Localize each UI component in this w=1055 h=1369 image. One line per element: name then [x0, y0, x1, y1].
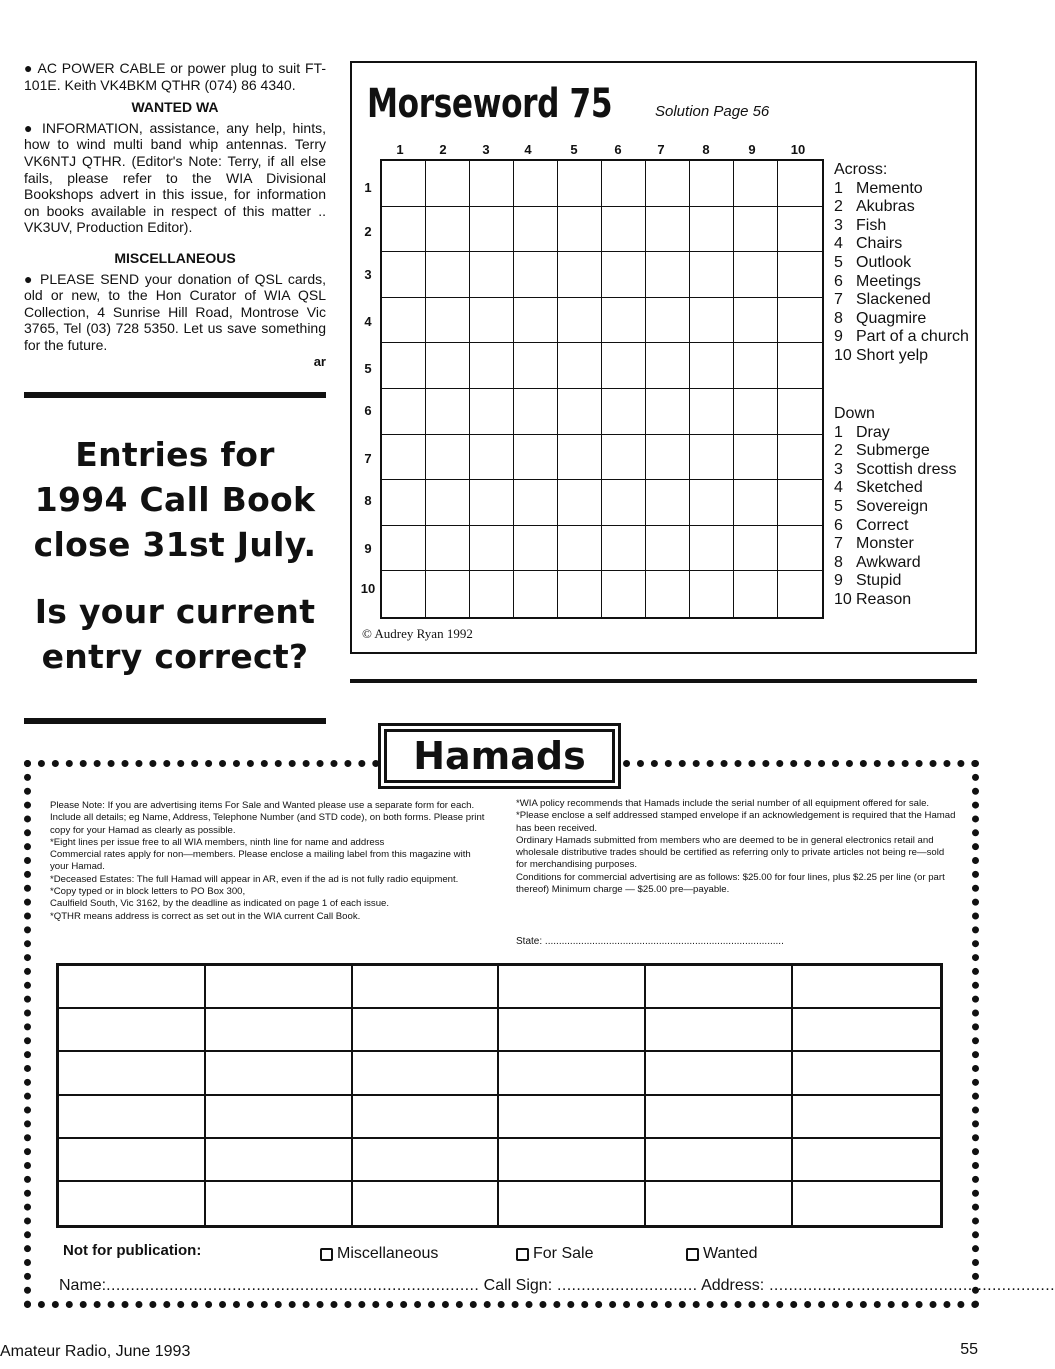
hamads-title-box [378, 723, 621, 789]
hamad-entry-cell[interactable] [206, 1052, 353, 1095]
crossword-cell[interactable] [602, 571, 646, 617]
crossword-cell[interactable] [734, 571, 778, 617]
clue-text: Part of a church [856, 328, 969, 346]
hamads-note: Ordinary Hamads submitted from members who are deemed to be in general electronics retail and wholesale distributive trades should be certified as referring only to private articles not being re—sold for merchandising purposes. [516, 834, 945, 871]
hamad-entry-cell[interactable] [206, 1009, 353, 1052]
crossword-cell[interactable] [646, 571, 690, 617]
option-for-sale-label: For Sale [533, 1245, 594, 1262]
crossword-cell[interactable] [426, 252, 470, 298]
clue-text: Outlook [856, 253, 912, 271]
crossword-cell[interactable] [690, 389, 734, 435]
crossword-cell[interactable] [470, 161, 514, 207]
crossword-cell[interactable] [514, 343, 558, 389]
callbook-line-1: Entries for [75, 435, 275, 474]
crossword-cell[interactable] [426, 298, 470, 344]
solution-page: Solution Page 56 [655, 103, 770, 120]
state-label: State: [516, 936, 543, 947]
clue-number: 7 [834, 535, 843, 553]
clue-text: Dray [856, 423, 890, 441]
hamads-note: Caulfield South, Vic 3162, by the deadline as indicated on page 1 of each issue. [50, 898, 390, 910]
hamad-entry-cell[interactable] [59, 1182, 206, 1225]
crossword-cell[interactable] [470, 435, 514, 481]
down-clue [834, 572, 976, 591]
crossword-cell[interactable] [470, 389, 514, 435]
address-field[interactable]: Address: ........................................................... [701, 1277, 1055, 1294]
crossword-cell[interactable] [602, 298, 646, 344]
crossword-cell[interactable] [470, 480, 514, 526]
footer-page-number: 55 [960, 1341, 978, 1358]
across-clue [834, 310, 976, 329]
callbook-line-2: 1994 Call Book [34, 480, 316, 519]
crossword-cell[interactable] [558, 207, 602, 253]
down-clue [834, 591, 976, 610]
callbook-line-4: Is your current [34, 592, 316, 631]
hamad-entry-cell[interactable] [353, 1182, 500, 1225]
crossword-cell[interactable] [514, 252, 558, 298]
callbook-line-3: close 31st July. [33, 525, 317, 564]
hamad-entry-cell[interactable] [353, 1052, 500, 1095]
across-clue [834, 347, 976, 366]
hamad-entry-cell[interactable] [353, 1009, 500, 1052]
crossword-cell[interactable] [734, 252, 778, 298]
crossword-cell[interactable] [514, 480, 558, 526]
across-heading: Across: [834, 161, 888, 178]
clue-text: Chairs [856, 235, 903, 253]
crossword-cell[interactable] [734, 343, 778, 389]
across-clue [834, 217, 976, 236]
crossword-cell[interactable] [382, 480, 426, 526]
clue-text: Sketched [856, 479, 923, 497]
row-number: 9 [364, 541, 372, 556]
hamad-entry-cell[interactable] [646, 966, 793, 1009]
column-number: 8 [702, 142, 710, 157]
crossword-cell[interactable] [426, 435, 470, 481]
crossword-cell[interactable] [646, 207, 690, 253]
checkbox-icon[interactable] [320, 1248, 333, 1261]
clue-text: Akubras [856, 198, 915, 216]
crossword-cell[interactable] [602, 526, 646, 572]
hamad-entry-cell[interactable] [646, 1139, 793, 1182]
clue-number: 4 [834, 479, 843, 497]
hamad-entry-cell[interactable] [353, 1139, 500, 1182]
crossword-cell[interactable] [558, 389, 602, 435]
name-label: Name: [59, 1277, 107, 1294]
crossword-cell[interactable] [690, 480, 734, 526]
hamads-note: *Please enclose a self addressed stamped envelope if an acknowledgement is required that the Hamad has been received. [516, 810, 956, 834]
clue-number: 6 [834, 272, 843, 290]
clue-number: 8 [834, 309, 843, 327]
column-number: 3 [482, 142, 490, 157]
hamads-note: Please Note: If you are advertising items For Sale and Wanted please use a separate form for each. Include all details; eg Name, Address, Telephone Number (and STD code), on both forms. Please print copy for your Hamad as clearly as possible. [50, 800, 485, 836]
crossword-cell[interactable] [382, 252, 426, 298]
hamad-entry-cell[interactable] [499, 1009, 646, 1052]
hamad-entry-cell[interactable] [499, 1182, 646, 1225]
crossword-cell[interactable] [734, 480, 778, 526]
crossword-cell[interactable] [558, 435, 602, 481]
hamad-entry-cell[interactable] [646, 1096, 793, 1139]
crossword-cell[interactable] [514, 435, 558, 481]
crossword-cell[interactable] [690, 435, 734, 481]
crossword-cell[interactable] [470, 571, 514, 617]
column-number: 9 [748, 142, 756, 157]
morseword-box [350, 61, 977, 654]
clue-text: Reason [856, 590, 912, 608]
crossword-cell[interactable] [558, 161, 602, 207]
callsign-label: Call Sign: [483, 1277, 553, 1294]
heading-miscellaneous: MISCELLANEOUS [114, 249, 236, 266]
hamad-entry-cell[interactable] [499, 1096, 646, 1139]
crossword-cell[interactable] [382, 161, 426, 207]
column-number: 2 [439, 142, 447, 157]
clue-text: Short yelp [856, 346, 929, 364]
row-number: 1 [364, 180, 372, 195]
option-miscellaneous[interactable] [320, 1245, 438, 1263]
down-clue [834, 461, 976, 480]
column-number: 5 [570, 142, 578, 157]
hamad-entry-cell[interactable] [793, 1009, 940, 1052]
hamad-entry-cell[interactable] [793, 1139, 940, 1182]
clue-number: 4 [834, 235, 843, 253]
hamad-entry-cell[interactable] [206, 966, 353, 1009]
crossword-cell[interactable] [778, 480, 822, 526]
crossword-cell[interactable] [646, 298, 690, 344]
clue-text: Monster [856, 535, 914, 553]
hamad-entry-grid[interactable] [56, 963, 943, 1228]
crossword-cell[interactable] [734, 389, 778, 435]
column-number: 7 [657, 142, 665, 157]
across-clue [834, 291, 976, 310]
name-field[interactable]: Name:............................................................................. [59, 1277, 480, 1294]
crossword-cell[interactable] [558, 571, 602, 617]
clue-number: 1 [834, 179, 843, 197]
crossword-cell[interactable] [690, 252, 734, 298]
crossword-cell[interactable] [426, 161, 470, 207]
crossword-cell[interactable] [470, 252, 514, 298]
crossword-cell[interactable] [602, 207, 646, 253]
crossword-cell[interactable] [734, 161, 778, 207]
clue-number: 5 [834, 497, 843, 515]
crossword-cell[interactable] [602, 480, 646, 526]
across-clue [834, 328, 976, 347]
crossword-cell[interactable] [778, 161, 822, 207]
crossword-cell[interactable] [514, 161, 558, 207]
state-field[interactable]: State: ...................................................................................... [516, 936, 784, 947]
down-list [834, 424, 976, 610]
crossword-cell[interactable] [514, 207, 558, 253]
clue-text: Sovereign [856, 497, 929, 515]
column-number: 6 [614, 142, 622, 157]
crossword-cell[interactable] [734, 207, 778, 253]
hamads-note: Commercial rates apply for non—members. Please enclose a mailing label from this magazine with your Hamad. [50, 849, 471, 873]
crossword-cell[interactable] [778, 435, 822, 481]
crossword-cell[interactable] [470, 207, 514, 253]
hamad-entry-cell[interactable] [499, 1139, 646, 1182]
crossword-cell[interactable] [690, 207, 734, 253]
divider-top [24, 392, 326, 398]
crossword-cell[interactable] [778, 207, 822, 253]
hamad-entry-cell[interactable] [499, 1052, 646, 1095]
hamad-entry-cell[interactable] [206, 1139, 353, 1182]
crossword-cell[interactable] [558, 252, 602, 298]
hamad-entry-cell[interactable] [353, 966, 500, 1009]
hamads-note: *WIA policy recommends that Hamads include the serial number of all equipment offered for sale. [516, 798, 930, 809]
crossword-cell[interactable] [778, 343, 822, 389]
down-clue [834, 498, 976, 517]
crossword-cell[interactable] [514, 389, 558, 435]
hamads-note: *Copy typed or in block letters to PO Box 300, [50, 886, 246, 898]
across-clues [834, 161, 976, 366]
crossword-cell[interactable] [558, 298, 602, 344]
crossword-cell[interactable] [778, 252, 822, 298]
crossword-cell[interactable] [690, 571, 734, 617]
crossword-cell[interactable] [558, 526, 602, 572]
down-clue [834, 535, 976, 554]
clue-number: 9 [834, 572, 843, 590]
clue-number: 9 [834, 328, 843, 346]
classified-information: ● INFORMATION, assistance, any help, hints, how to wind multi band whip antennas. Terry VK6NTJ QTHR. (Editor's Note: Terry, if all else fails, please refer to the WIA Divisional Bookshops advert in this issue, for information on books available in respect of this matter .. VK3UV, Production Editor). [24, 119, 326, 236]
option-for-sale[interactable] [516, 1245, 593, 1263]
column-number: 1 [396, 142, 404, 157]
row-number: 7 [364, 451, 372, 466]
hamad-entry-cell[interactable] [206, 1182, 353, 1225]
callsign-field[interactable]: Call Sign: ............................. [483, 1277, 698, 1294]
crossword-cell[interactable] [646, 161, 690, 207]
crossword-cell[interactable] [690, 343, 734, 389]
hamad-entry-cell[interactable] [59, 1139, 206, 1182]
column-number: 10 [790, 142, 806, 157]
hamad-entry-cell[interactable] [59, 1052, 206, 1095]
crossword-grid [380, 159, 824, 619]
crossword-cell[interactable] [426, 207, 470, 253]
footer-publication: Amateur Radio, June 1993 [0, 1343, 191, 1360]
crossword-cell[interactable] [426, 480, 470, 526]
clue-number: 6 [834, 516, 843, 534]
hamad-entry-cell[interactable] [59, 1009, 206, 1052]
classifieds-column [24, 60, 326, 370]
down-clue [834, 479, 976, 498]
crossword-cell[interactable] [382, 435, 426, 481]
row-number: 2 [364, 224, 372, 239]
clue-number: 3 [834, 460, 843, 478]
row-number: 5 [364, 361, 372, 376]
clue-text: Memento [856, 179, 923, 197]
clue-text: Awkward [856, 553, 921, 571]
crossword-cell[interactable] [734, 526, 778, 572]
crossword-cell[interactable] [470, 343, 514, 389]
not-for-publication-label: Not for publication: [63, 1242, 202, 1259]
row-number: 3 [364, 267, 372, 282]
crossword-cell[interactable] [602, 389, 646, 435]
crossword-cell[interactable] [690, 298, 734, 344]
row-number: 4 [364, 314, 372, 329]
classified-qsl-cards: ● PLEASE SEND your donation of QSL cards, old or new, to the Hon Curator of WIA QSL Collection, 4 Sunrise Hill Road, Montrose Vic 3765, Tel (03) 728 5350. Let us save something for the future. [24, 270, 326, 353]
clue-text: Meetings [856, 272, 921, 290]
crossword-cell[interactable] [426, 389, 470, 435]
clue-text: Submerge [856, 442, 930, 460]
crossword-cell[interactable] [382, 389, 426, 435]
hamad-entry-cell[interactable] [59, 966, 206, 1009]
down-clue [834, 424, 976, 443]
crossword-cell[interactable] [382, 343, 426, 389]
column-number: 4 [524, 142, 532, 157]
crossword-cell[interactable] [558, 343, 602, 389]
signoff-ar: ar [313, 353, 326, 369]
across-clue [834, 273, 976, 292]
option-wanted[interactable] [686, 1245, 758, 1263]
across-clue [834, 235, 976, 254]
hamads-title: Hamads [384, 729, 615, 783]
divider-right-bottom [350, 679, 977, 683]
down-clues [834, 405, 976, 610]
down-clue [834, 517, 976, 536]
clue-number: 1 [834, 423, 843, 441]
heading-wanted-wa: WANTED WA [131, 99, 219, 116]
crossword-cell[interactable] [558, 480, 602, 526]
clue-number: 3 [834, 216, 843, 234]
crossword-cell[interactable] [426, 343, 470, 389]
crossword-cell[interactable] [426, 526, 470, 572]
checkbox-icon[interactable] [686, 1248, 699, 1261]
crossword-cell[interactable] [646, 480, 690, 526]
crossword-cell[interactable] [778, 389, 822, 435]
crossword-cell[interactable] [646, 343, 690, 389]
clue-number: 5 [834, 253, 843, 271]
crossword-cell[interactable] [602, 252, 646, 298]
hamad-entry-cell[interactable] [206, 1096, 353, 1139]
hamad-entry-cell[interactable] [646, 1009, 793, 1052]
clue-number: 10 [834, 590, 852, 608]
crossword-cell[interactable] [778, 526, 822, 572]
across-clue [834, 180, 976, 199]
clue-text: Slackened [856, 291, 931, 309]
crossword-cell[interactable] [382, 571, 426, 617]
crossword-cell[interactable] [602, 161, 646, 207]
across-clue [834, 198, 976, 217]
crossword-cell[interactable] [470, 298, 514, 344]
classified-ac-power-cable: ● AC POWER CABLE or power plug to suit FT-101E. Keith VK4BKM QTHR (074) 86 4340. [24, 60, 326, 93]
hamad-entry-cell[interactable] [499, 966, 646, 1009]
hamad-entry-cell[interactable] [646, 1052, 793, 1095]
crossword-cell[interactable] [602, 343, 646, 389]
crossword-cell[interactable] [382, 298, 426, 344]
row-number: 8 [364, 493, 372, 508]
hamad-entry-cell[interactable] [59, 1096, 206, 1139]
clue-text: Correct [856, 516, 909, 534]
clue-number: 2 [834, 198, 843, 216]
clue-text: Stupid [856, 572, 902, 590]
crossword-cell[interactable] [734, 298, 778, 344]
crossword-cell[interactable] [690, 161, 734, 207]
crossword-cell[interactable] [382, 526, 426, 572]
clue-number: 2 [834, 442, 843, 460]
hamad-entry-cell[interactable] [353, 1096, 500, 1139]
hamad-entry-cell[interactable] [793, 1052, 940, 1095]
clue-text: Fish [856, 216, 887, 234]
crossword-cell[interactable] [734, 435, 778, 481]
crossword-cell[interactable] [646, 435, 690, 481]
crossword-cell[interactable] [602, 435, 646, 481]
hamad-entry-cell[interactable] [793, 1096, 940, 1139]
morseword-title: Morseword 75 [367, 81, 613, 127]
option-wanted-label: Wanted [703, 1245, 758, 1262]
across-list [834, 180, 976, 366]
row-number: 10 [360, 581, 376, 596]
hamads-note: *Deceased Estates: The full Hamad will appear in AR, even if the ad is not fully radio equipment. [50, 873, 459, 885]
crossword-cell[interactable] [514, 298, 558, 344]
down-clue [834, 442, 976, 461]
crossword-cell[interactable] [470, 526, 514, 572]
crossword-cell[interactable] [690, 526, 734, 572]
address-label: Address: [701, 1277, 765, 1294]
hamad-entry-cell[interactable] [793, 966, 940, 1009]
copyright: © Audrey Ryan 1992 [362, 626, 473, 641]
down-heading: Down [834, 405, 875, 422]
clue-number: 8 [834, 553, 843, 571]
divider-left-bottom [24, 718, 326, 724]
hamad-entry-cell[interactable] [646, 1182, 793, 1225]
hamad-entry-cell[interactable] [793, 1182, 940, 1225]
row-number: 6 [364, 403, 372, 418]
crossword-cell[interactable] [646, 526, 690, 572]
crossword-cell[interactable] [778, 571, 822, 617]
contact-fields [59, 1277, 1055, 1295]
hamads-notes-left [50, 800, 490, 923]
clue-text: Quagmire [856, 309, 927, 327]
hamads-note: *QTHR means address is correct as set out in the WIA current Call Book. [50, 910, 361, 922]
clue-text: Scottish dress [856, 460, 957, 478]
down-clue [834, 554, 976, 573]
hamads-notes-right [516, 798, 958, 896]
checkbox-icon[interactable] [516, 1248, 529, 1261]
clue-number: 10 [834, 346, 852, 364]
crossword-cell[interactable] [646, 252, 690, 298]
hamads-note: *Eight lines per issue free to all WIA members, ninth line for name and address [50, 836, 385, 848]
crossword-cell[interactable] [514, 526, 558, 572]
crossword-cell[interactable] [382, 207, 426, 253]
across-clue [834, 254, 976, 273]
callbook-notice [24, 432, 326, 679]
option-miscellaneous-label: Miscellaneous [337, 1245, 439, 1262]
crossword-cell[interactable] [646, 389, 690, 435]
hamads-note: Conditions for commercial advertising are as follows: $25.00 for four lines, plus $2.25 per line (or part thereof) Minimum charge — $25.00 pre—payable. [516, 871, 945, 896]
crossword-cell[interactable] [778, 298, 822, 344]
crossword-cell[interactable] [426, 571, 470, 617]
crossword-cell[interactable] [514, 571, 558, 617]
callbook-line-5: entry correct? [41, 637, 309, 676]
clue-number: 7 [834, 291, 843, 309]
